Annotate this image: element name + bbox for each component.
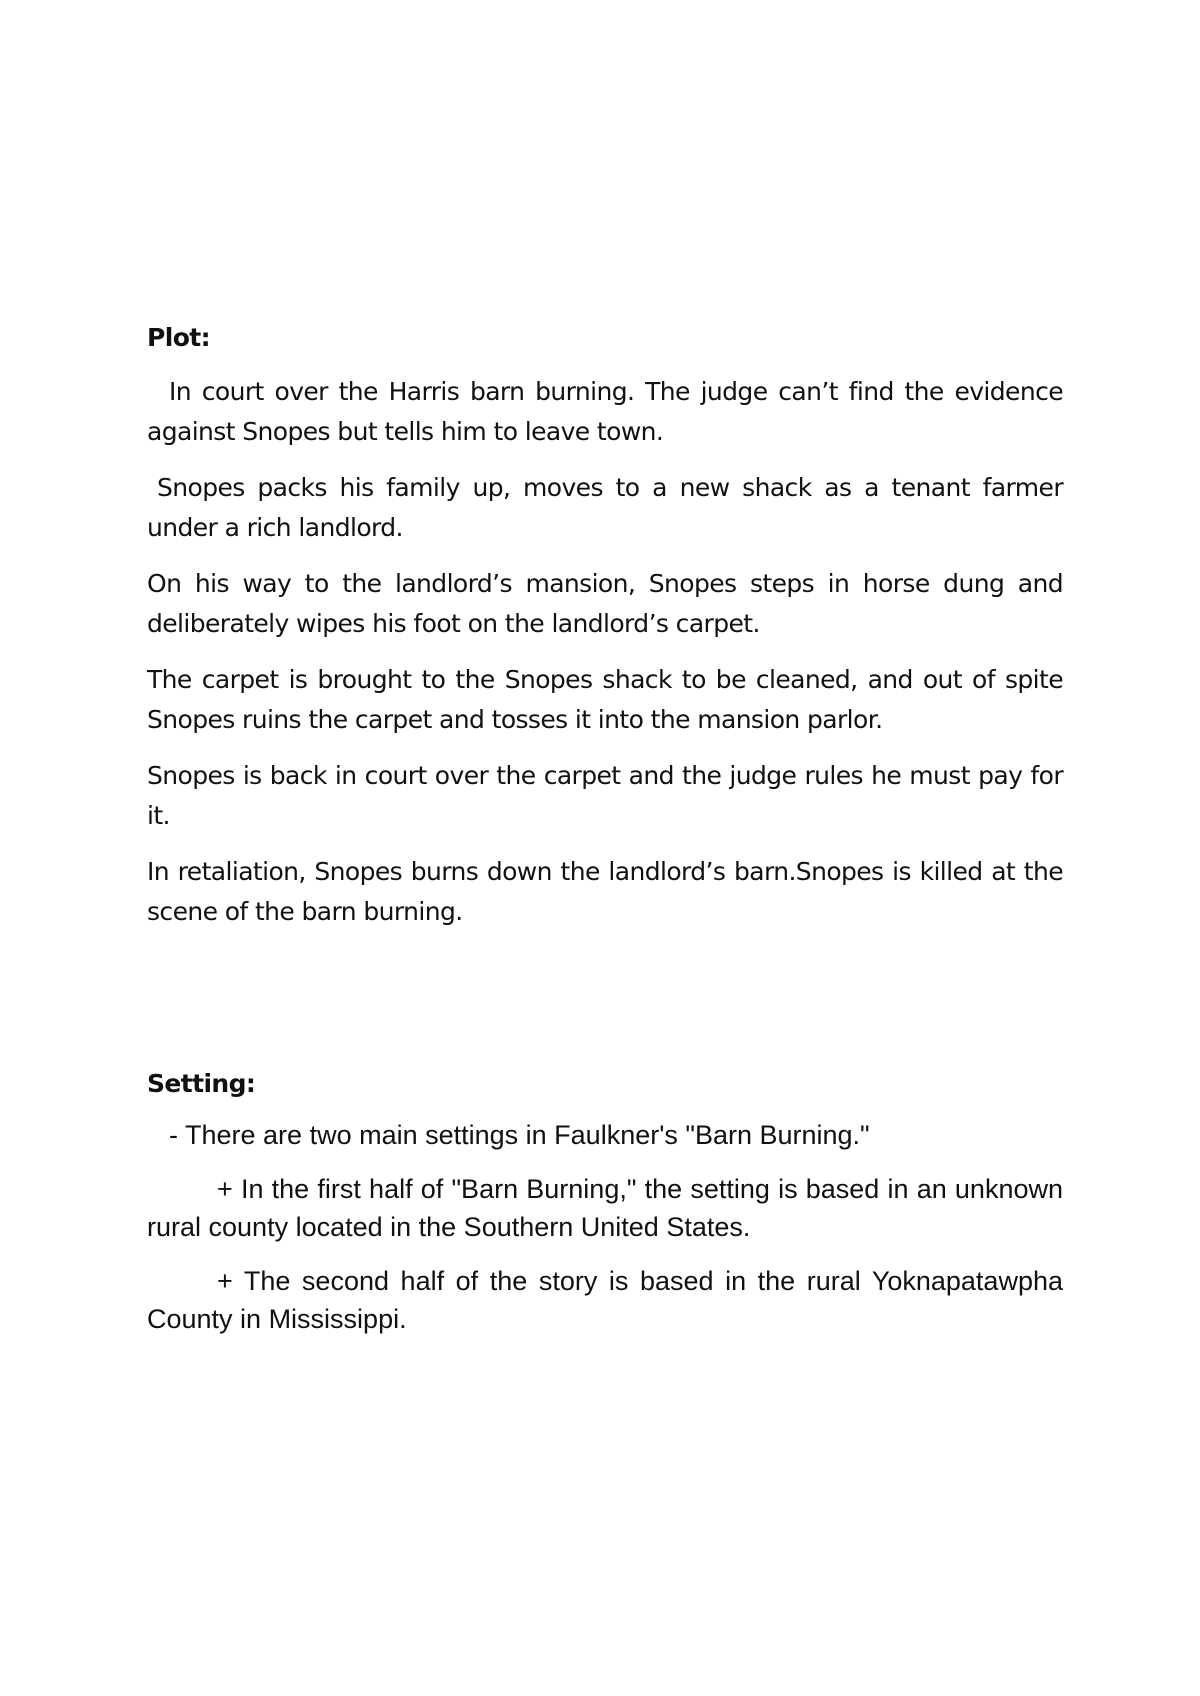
plot-paragraph-1: In court over the Harris barn burning. The judge can’t find the evidence against Snopes but tells him to leave town. <box>147 377 1063 446</box>
document-body <box>147 318 1063 1354</box>
plot-paragraph-5: Snopes is back in court over the carpet and the judge rules he must pay for it. <box>147 761 1063 830</box>
setting-point-2: + The second half of the story is based in the rural Yoknapatawpha County in Mississippi. <box>147 1266 1063 1334</box>
plot-paragraph-2: Snopes packs his family up, moves to a new shack as a tenant farmer under a rich landlord. <box>147 473 1063 542</box>
setting-section <box>147 1064 1063 1338</box>
plot-paragraph-6: In retaliation, Snopes burns down the landlord’s barn.Snopes is killed at the scene of the barn burning. <box>147 857 1063 926</box>
setting-intro: - There are two main settings in Faulkner's "Barn Burning." <box>169 1120 870 1150</box>
plot-heading: Plot: <box>147 323 211 352</box>
setting-body <box>147 1116 1063 1338</box>
setting-point-1: + In the first half of "Barn Burning," the setting is based in an unknown rural county located in the Southern United States. <box>147 1174 1063 1242</box>
plot-paragraph-3: On his way to the landlord’s mansion, Snopes steps in horse dung and deliberately wipes his foot on the landlord’s carpet. <box>147 569 1063 638</box>
plot-section <box>147 318 1063 932</box>
setting-heading: Setting: <box>147 1069 256 1098</box>
plot-paragraph-4: The carpet is brought to the Snopes shack to be cleaned, and out of spite Snopes ruins the carpet and tosses it into the mansion parlor. <box>147 665 1063 734</box>
